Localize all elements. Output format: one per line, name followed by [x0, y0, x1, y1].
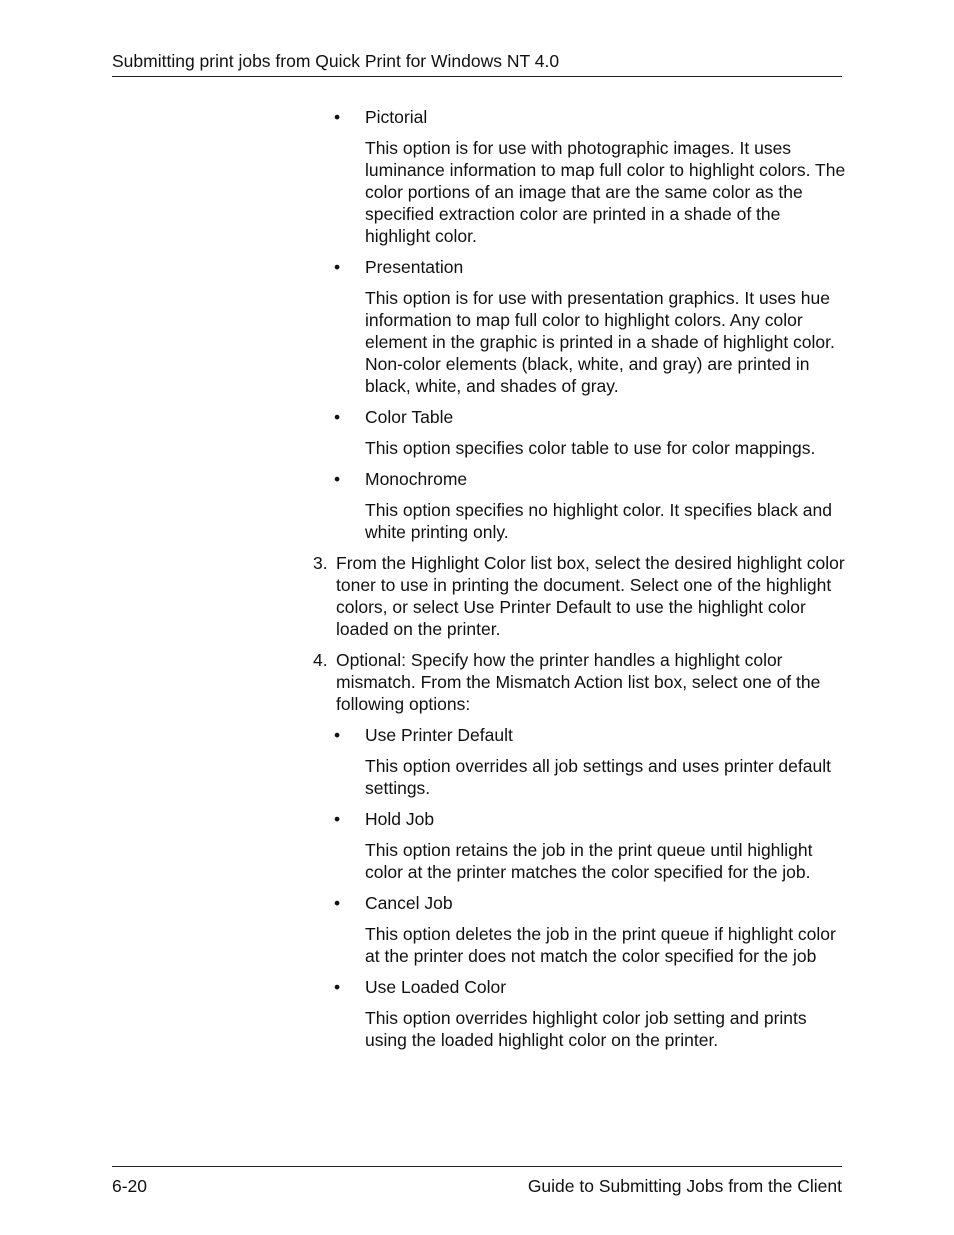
bullet-item-presentation: [310, 256, 850, 278]
footer-guide-title: Guide to Submitting Jobs from the Client: [527, 1176, 842, 1196]
bullet-label: Hold Job: [365, 809, 435, 829]
bullet-description: This option specifies color table to use for color mappings.: [365, 438, 816, 458]
step-number: 4.: [313, 650, 328, 670]
page-body: [310, 106, 850, 1060]
bullet-description: This option overrides all job settings and uses printer default settings.: [365, 756, 831, 798]
bullet-description: This option is for use with presentation graphics. It uses hue information to map full color to highlight colors. Any color element in the graphic is printed in a shade of highlight color. Non-color elements (black, white, and gray) are printed in black, white, and shades of gray.: [365, 288, 835, 396]
bullet-description: This option retains the job in the print queue until highlight color at the printer matches the color specified for the job.: [365, 840, 813, 882]
step-4: [310, 649, 850, 715]
bullet-item-color-table: [310, 406, 850, 428]
page-number: 6-20: [112, 1176, 148, 1196]
bullet-item-hold-job: [310, 808, 850, 830]
bullet-item-cancel-job: [310, 892, 850, 914]
bullet-icon: •: [334, 257, 341, 277]
bullet-label: Cancel Job: [365, 893, 453, 913]
bullet-description: This option deletes the job in the print queue if highlight color at the printer does not match the color specified for the job: [365, 924, 836, 966]
bullet-label: Pictorial: [365, 107, 428, 127]
bullet-description: This option overrides highlight color job setting and prints using the loaded highlight color on the printer.: [365, 1008, 807, 1050]
bullet-icon: •: [334, 107, 341, 127]
bullet-icon: •: [334, 893, 341, 913]
bullet-icon: •: [334, 977, 341, 997]
bullet-icon: •: [334, 407, 341, 427]
running-header: Submitting print jobs from Quick Print for Windows NT 4.0: [112, 51, 560, 71]
bullet-item-use-loaded-color: [310, 976, 850, 998]
bullet-icon: •: [334, 809, 341, 829]
step-text: Optional: Specify how the printer handles a highlight color mismatch. From the Mismatch Action list box, select one of the following options:: [336, 650, 821, 714]
bullet-item-monochrome: [310, 468, 850, 490]
bullet-item-pictorial: [310, 106, 850, 128]
bullet-item-use-printer-default: [310, 724, 850, 746]
header-rule: [112, 76, 842, 77]
footer-rule: [112, 1166, 842, 1167]
bullet-description: This option is for use with photographic images. It uses luminance information to map full color to highlight colors. The color portions of an image that are the same color as the specified extraction color are printed in a shade of the highlight color.: [365, 138, 846, 246]
bullet-description: This option specifies no highlight color. It specifies black and white printing only.: [365, 500, 832, 542]
bullet-label: Monochrome: [365, 469, 468, 489]
step-text: From the Highlight Color list box, select the desired highlight color toner to use in printing the document. Select one of the highlight colors, or select Use Printer Default to use the highlight color loaded on the printer.: [336, 553, 845, 639]
step-3: [310, 552, 850, 640]
bullet-icon: •: [334, 469, 341, 489]
bullet-label: Use Printer Default: [365, 725, 513, 745]
bullet-label: Use Loaded Color: [365, 977, 507, 997]
bullet-icon: •: [334, 725, 341, 745]
step-number: 3.: [313, 553, 328, 573]
bullet-label: Color Table: [365, 407, 454, 427]
bullet-label: Presentation: [365, 257, 464, 277]
